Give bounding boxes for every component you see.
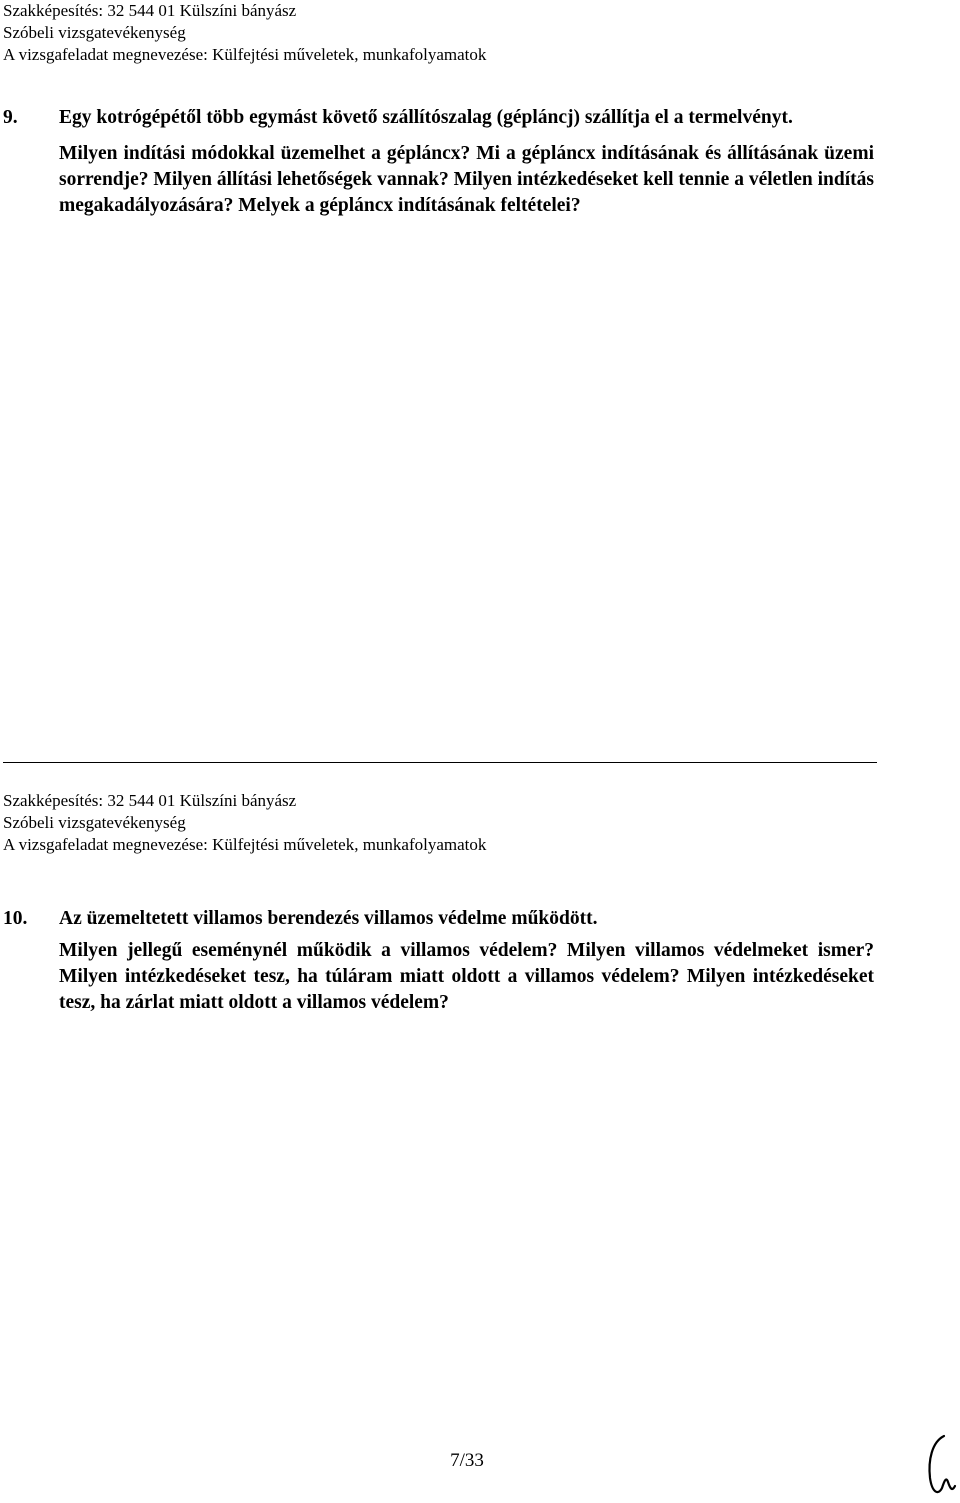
- question-10: [3, 906, 874, 1016]
- question-number: 10.: [3, 908, 28, 929]
- header-exam-activity: Szóbeli vizsgatevékenység: [3, 813, 186, 832]
- header-task-name: A vizsgafeladat megnevezése: Külfejtési műveletek, munkafolyamatok: [3, 835, 487, 854]
- page-number: 7/33: [450, 1450, 484, 1471]
- page-divider: [3, 762, 877, 763]
- question-prompt: Milyen indítási módokkal üzemelhet a gépláncx? Mi a gépláncx indításának és állításának üzemi sorrendje? Milyen állítási lehetőségek vannak? Milyen intézkedéseket kell tennie a véletlen indítás megakadályozására? Melyek a gépláncx indításának feltételei?: [59, 143, 874, 216]
- header-qualification: Szakképesítés: 32 544 01 Külszíni bányász: [3, 1, 297, 20]
- question-prompt: Milyen jellegű eseménynél működik a villamos védelem? Milyen villamos védelmeket ismer? Milyen intézkedéseket tesz, ha túláram miatt oldott a villamos védelem? Milyen intézkedéseket tesz, ha zárlat miatt oldott a villamos védelem?: [59, 940, 874, 1013]
- question-9: [3, 105, 874, 219]
- question-number: 9.: [3, 107, 18, 128]
- question-text: [3, 141, 874, 219]
- question-intro: Az üzemeltetett villamos berendezés villamos védelme működött.: [59, 908, 598, 929]
- header-task-name: A vizsgafeladat megnevezése: Külfejtési műveletek, munkafolyamatok: [3, 45, 487, 64]
- handwritten-initial-icon: [924, 1430, 958, 1500]
- header-exam-activity: Szóbeli vizsgatevékenység: [3, 23, 186, 42]
- header-qualification: Szakképesítés: 32 544 01 Külszíni bányász: [3, 791, 297, 810]
- question-intro: Egy kotrógépétől több egymást követő szállítószalag (gépláncj) szállítja el a termelvényt.: [59, 107, 793, 128]
